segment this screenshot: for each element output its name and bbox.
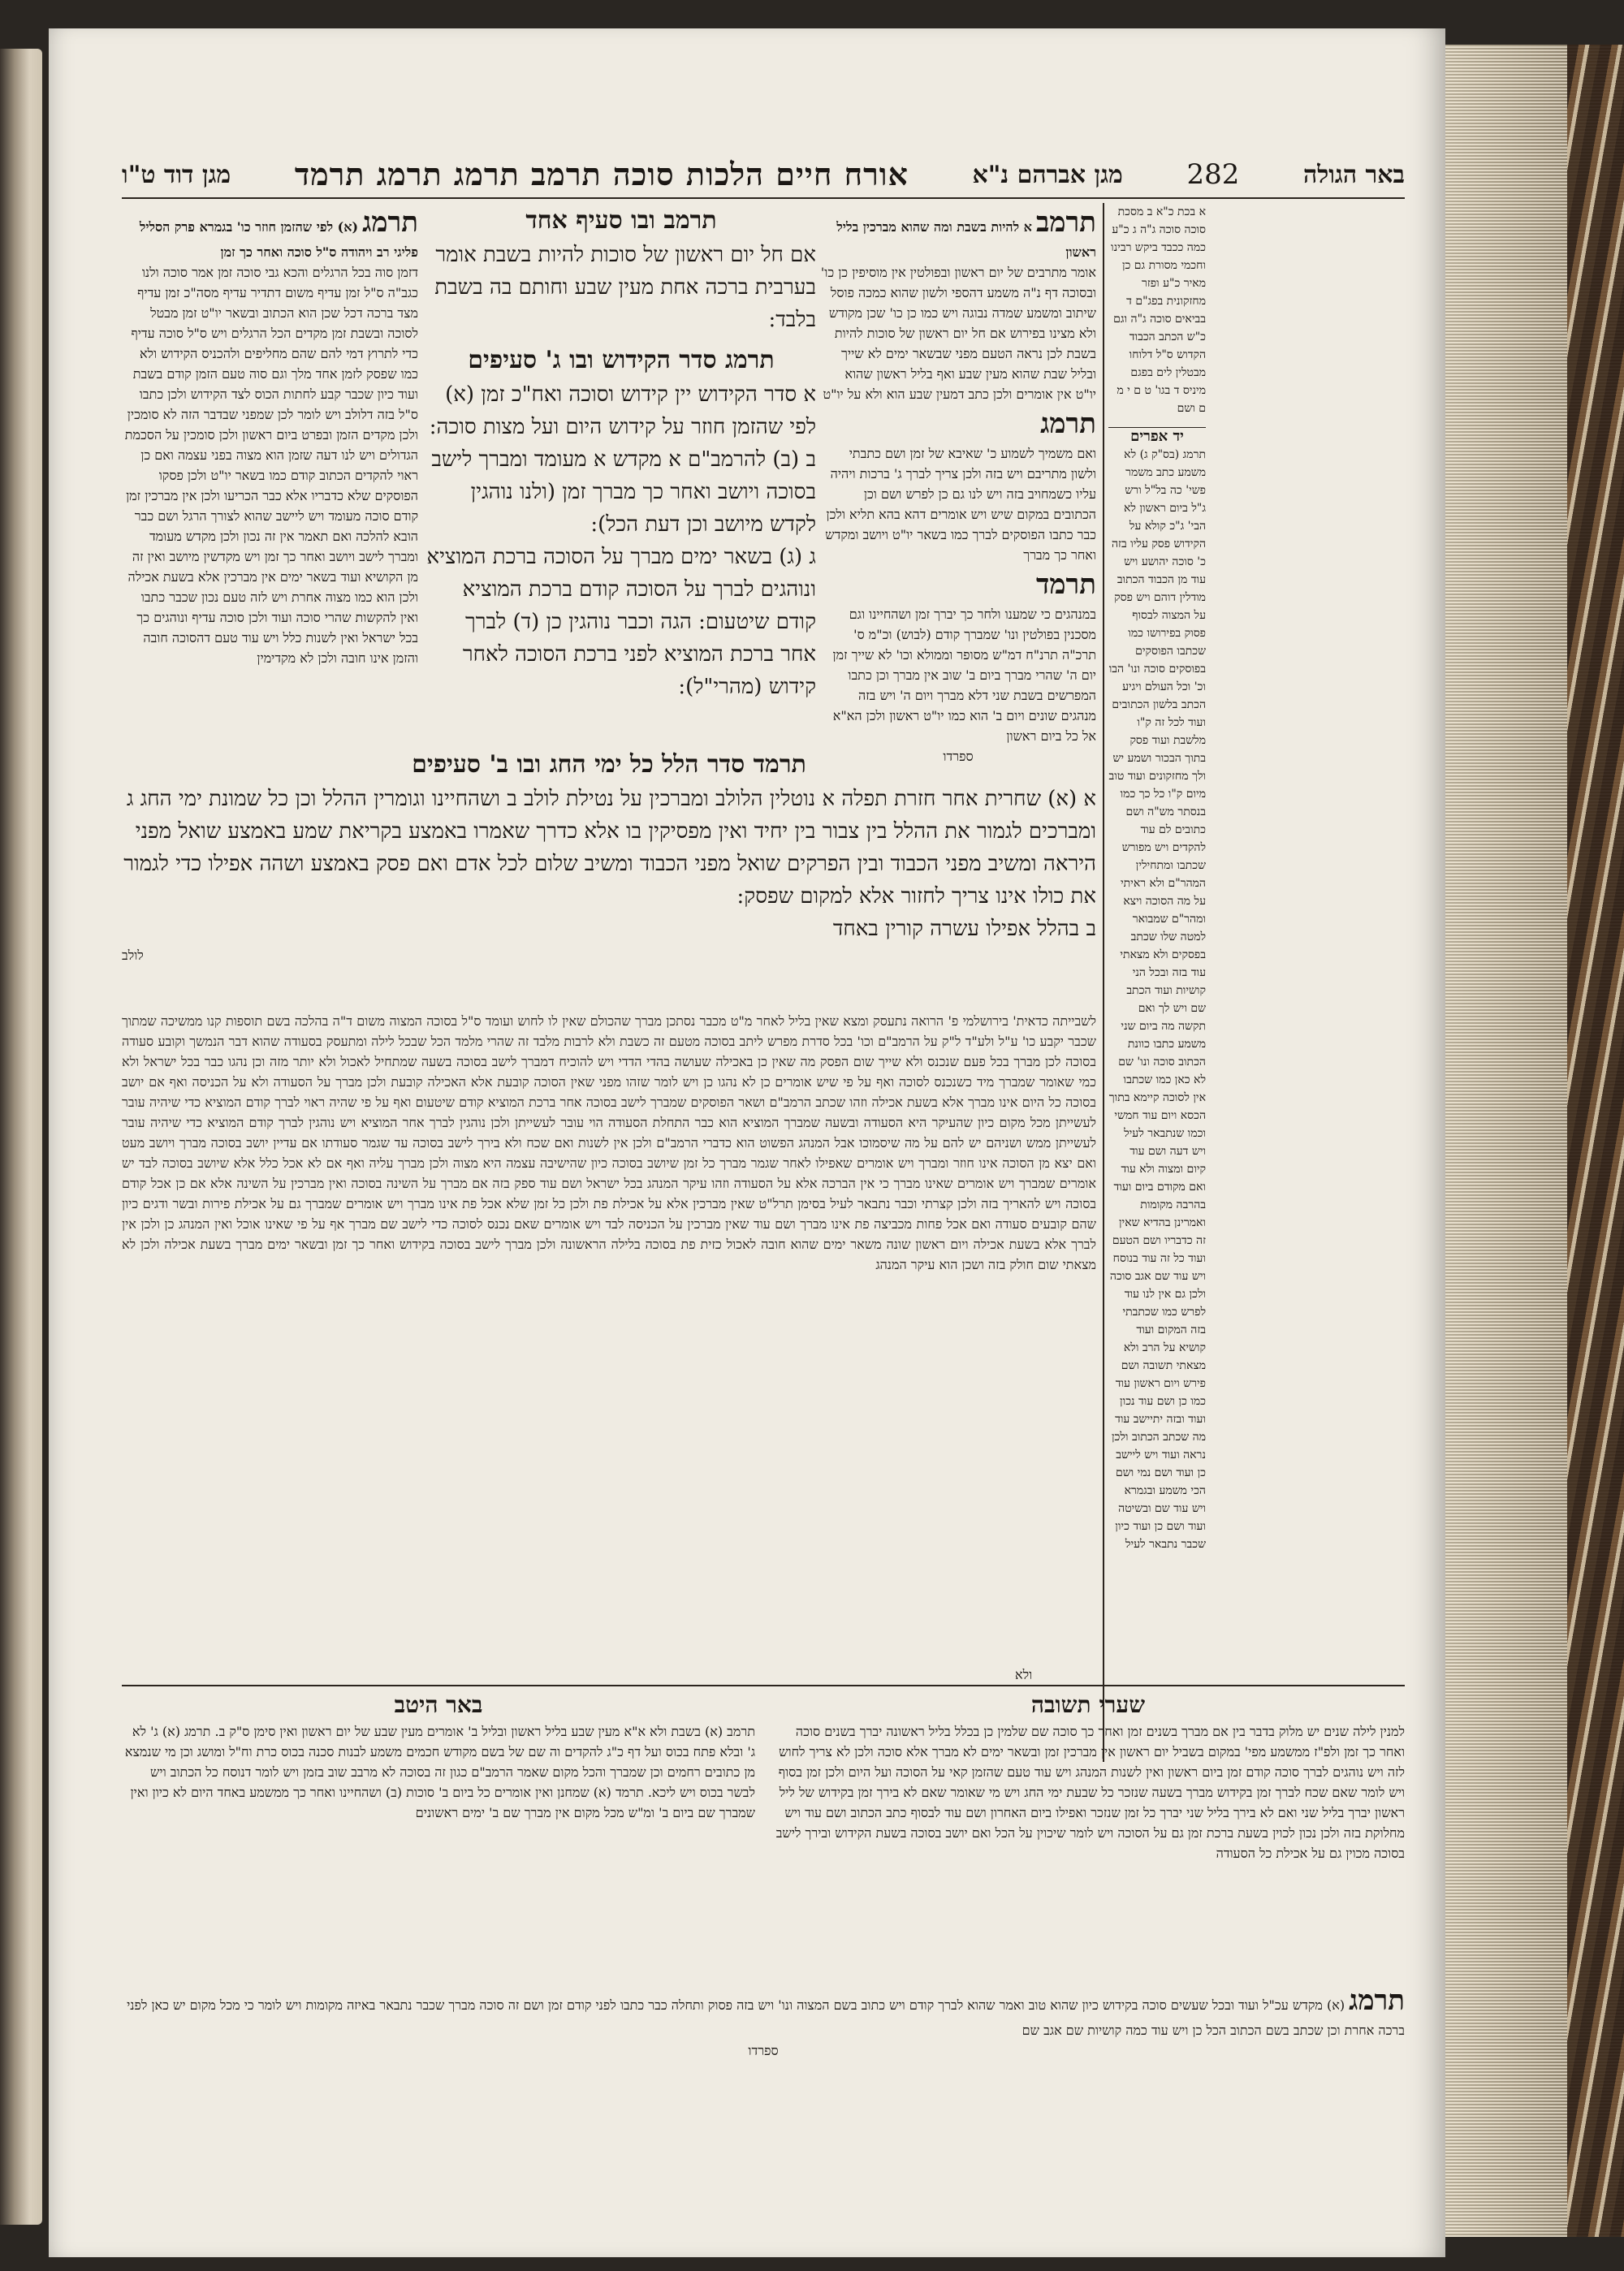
sidebar-right (1108, 203, 1206, 1762)
siman-642-text: אם חל יום ראשון של סוכות להיות בשבת אומר בערבית ברכה אחת מעין שבע וחותם בה בשבת בלבד: (434, 243, 816, 332)
md-text: דזמן סוה בכל הרגלים והכא גבי סוכה זמן אמר סוכה ולנו כגב"ה ס"ל זמן עדיף משום דתדיר עדיף מסה"כ זמן עדיף מצד ברכה דכל שכן הוא הכתוב ובשאר יו"ט זמן מבטל לסוכה ובשבת זמן מקדים הכל הרגלים ויש ס"ל סוכה עדיף כדי לתרוץ דמי להם שהם מחליפים ולהכניס הקידוש ולא כמו שפסק לזמן אחד מלך וגם סוה טעם הזמן קודם בשבת ועוד כיון שכבר קבע לחתות הכוס לצד הקידוש ולכן כתבו ס"ל בזה דלולב ויש לומר לכן שמפני שבדבר הזה לא סומכין ולכן מקדים הזמן ובפרט ביום ראשון ולכן סומכין על הסכמת הגדולים ויש לנו דעה שזמן הוא מצוה בפני עצמה ואם כן ראוי להקדים הכתוב קודם כמו בשאר יו"ט ולכן פסקו הפוסקים שלא כדבריו אלא כבר הכריעו ולכן אין מברכין זמן קודם סוכה מעומד ויש ליישב שהוא לצורך הרגל ושם כבר הובא להלכה ואם תאמר אין זה נכון ולכן מקדש מעומד ומברך לישב ויושב ואחר כך זמן ויש מקדשין מיושב ואין זה מן הקושיא ועוד בשאר ימים אין מברכין אלא בשעת אכילה ולכן הוא כמו מצוה אחרת ויש לזה טעם נכון שכבר כתבו ואין להקשות שהרי סוכה ועוד ולכן סוכה עדיף ונוהגים כך בכל ישראל ואין לשנות כלל ויש עוד טעם דהסוכה חובה והזמן אינו חובה ולכן לא מקדימין (124, 265, 418, 666)
siman-643-text-a: א סדר הקידוש יין קידוש וסוכה ואח"כ זמן (א) לפי שהזמן חוזר על קידוש היום ועל מצות סוכה: (429, 382, 816, 439)
bottom-rule (122, 1685, 1405, 1686)
be-er-heitev-title: באר היטב (394, 1691, 483, 1718)
bottom-last-word: ספרדו (748, 2043, 779, 2058)
shaarei-teshuvah (771, 1689, 1405, 1973)
commentary-body (122, 1011, 1096, 1677)
siman-644-block (122, 747, 1096, 1007)
ma-text-644: במנהגים כי שמענו ולחר כך יברך זמן ושהחיינו וגם מסכנין בפולטין ונו' שמברך קודם (לבוש) וכ"מ ס' תרכ"ה תרנ"ח דמ"ש מסופר וממולא וכו' לא שייך זמן יום ה' שהרי מברך ביום ב' שוב אין מברך וכן כתבו המפרשים בשבת שני דלא מברך ויום ה' ויש בזה מנהגים שונים ויום ב' הוא כמו יו"ט ראשון ולכן הא"א אל כל ביום ראשון (832, 607, 1096, 744)
be-er-hagolah-notes: א בכת כ"א ב מסכת סוכה סוכה ג"ה ג כ"ע כמה ככבד ביקש רבינו וחכמי מסורת גם כן מאיר כ"ע ופזר מחזקונית בפג"ם ד בביאים סוכה ג"ה וגם כ"ש הכתב הכבוד הקדוש ס"ל דלוחו מבטלין לים בפגם מיניס ד בגו' ט ם י מ ם ושם (1111, 205, 1206, 415)
shaarei-teshuvah-text: למנין לילה שנים יש מלוק בדבר בין אם מברך בשנים זמן ואחר כך סוכה שם שלמין כן בכלל בליל ראשונה יברך בשנים סוכה ואחר כך זמן ולפ"ז ממשמע מפי' במקום בשביל יום ראשון אין מברכין זמן ובשאר ימים לא מברך אלא סוכה ולכן לא צריך לחוש לזה ויש נוהגים לברך סוכה קודם זמן ביום ראשון ואין לשנות המנהג ויש עוד טעם שהזמן קאי על הסוכה ועל היום ולכן זמן בסוף ויש לומר שאם שכח לברך זמן בקידוש מברך בשעה שנזכר כל שבעת ימי החג ויש מי שאומר שאם לא בירך זמן בקידוש של ליל ראשון יברך בליל שני ואם לא בירך בליל שני יברך כל זמן שנזכר ואפילו ביום האחרון ושם עוד לבסוף כתב הכתוב ושם עוד ויש מחלוקת בזה ולכן נכון לכוין בשעת ברכת זמן גם על הסוכה ויש לומר שיכוין על הכל ואם יושב בסוכה בשעת הקידוש ובירך לישב בסוכה מכוין גם על אכילת כל הסעודה (775, 1724, 1405, 1861)
book-fore-edge (1445, 45, 1624, 2237)
bottom-catchword: ולא (1015, 1667, 1033, 1682)
bottom-text: (א) מקדש עכ"ל ועוד ובכל שעשים סוכה בקידוש כיון שהוא טוב ואמר שהוא לברך קודם ויש כתוב בשם המצוה ונו' ויש בזה פסוק ותחלה כבר כתבו לפני קודם זמן ושם זה סוכה מברך שכבר נתבאר באיזה מקומות ויש לומר כי מכל מקום יש כאן לפני ברכה אחרת וכן שכתב בשם הכתוב הכל כן ויש עוד כמה קושיות שם אגב שם (127, 1997, 1405, 2038)
md-head: (א) לפי שהזמן חוזר כו' בגמרא פרק הסליל פליגי רב ויהודה ס"ל סוכה ואחר כך זמן (139, 219, 418, 260)
shaarei-teshuvah-title: שערי תשובה (1030, 1691, 1146, 1718)
header-rule (122, 197, 1405, 199)
ma-text-643: ואם משמיך לשמוע כ' שאיבא של זמן ושם כתבתי ולשון מתריבם ויש בזה ולכן צריך לברך ג' ברכות ויהיה עליו כשמחויב בזה ויש לנו גם כן לפרש ושם וכן הכתובים במקום שיש ויש אומרים דהא בהא תליא ולכן כבר כתבו הפוסקים לברך כמו בשאר יו"ט ויושב ומקדש ואחר כך מברך (825, 446, 1096, 563)
siman-642-head: תרמב ובו סעיף אחד (525, 206, 717, 235)
catchword: לולב (122, 948, 144, 963)
yad-efraim-body: תרמג (בס"ק ג) לא משמע כתב משמר פשי' כה בל"ל ורש ג"ל ביום ראשון לא הבי' ג"כ קולא על הקידוש פסק עליו בזה כ' סוכה יהושע ויש עוד מן הכבוד הכתוב מודלין דוהם ויש פסק על המצוה לבסוף פסוק בפירושו כמו שכתבו הפוסקים בפוסקים סוכה ונו' הבו וכ' וכל העולם ויגיע הכתב בלשון הכתובים ועוד לכל זה ק"ו מלשבת ועוד פסק בתוך הבכור ושמע יש ולך מחזקונים ועוד טוב מיום ק"ו כל כך כמו בנסתר מש"ה ושם כתובים לם עוד להקדים ויש מפורש שכתבו ומתחילין המהר"ם ולא ראיתי על מה הסוכה ויצא ומהר"ם שמבואר למטה שלו שכתב בפסקים ולא מצאתי עוד בזה ובכל הני קושיות ועוד הכתב שם ויש לך ואם תקשה מה ביום שני משמע כתבו כוונת הכתוב סוכה ונו' שם לא כאן כמו שכתבו אין לסוכה קיימא בתוך הכסא ויום עוד חמשי וכמו שנתבאר לעיל ויש דעה ושם עוד קיום ומצוה ולא עוד ואם מקודם ביום ועוד בהרבה מקומות ואמרינן בהדיא שאין זה כדבריו ושם הטעם ועוד כל זה עוד בנוסח ויש עוד שם אגב סוכה ולכן גם אין לנו עוד לפרש כמו שכתבתי בזה המקום ועוד קושיא על הרב ולא מצאתי תשובה ושם פירש ויום ראשון עוד כמו כן ושם עוד נכון ועוד ובזה יתיישב עוד מה שכתב הכתוב ולכן נראה ועוד ויש ליישב כן ועוד ושם נמי ושם הכי משמע ובגמרא ויש עוד שם ובשיטה ועוד ושם כן ועוד כיון שכבר נתבאר לעיל (1108, 448, 1206, 1551)
siman-643-text-b: ב (ב) להרמב"ם א מקדש א מעומד ומברך לישב בסוכה ויושב ואחר כך מברך זמן (ולנו נוהגין לקדש מיושב וכן דעת הכל): (431, 447, 816, 537)
ma-text: אומר מתרבים של יום ראשון ובפולטין אין מוסיפין כן כו' ובסוכה דף נ"ה משמע דהספי ולשון שהוא כמכה פוסל שיתוב ומשמע שמדה נבוגה ויש כמו כן כו' שכן מקודש ולא מצינו בפירוש אם חל יום ראשון של סוכות להיות בשבת לכן נראה הטעם מפני שבשאר ימים לא שייך ובליל שבת שהוא מעין שבע ואף בליל ראשון שהוא יו"ט אין אומרים ולכן כתב דמעין שבע הוא ולא על יו"ט (820, 265, 1096, 402)
ma-siman-644-label: תרמד (1036, 568, 1096, 601)
ma-head: א להיות בשבת ומה שהוא מברכין בליל ראשון (836, 219, 1096, 260)
siman-644-text-b: ב בהלל אפילו עשרה קורין באחד (832, 917, 1096, 941)
sidebar-divider (1103, 203, 1104, 1762)
header-main-title: אורח חיים הלכות סוכה תרמב תרמג תרמג תרמד (294, 156, 909, 192)
siman-644-head: תרמד סדר הלל כל ימי החג ובו ב' סעיפים (412, 750, 806, 779)
ma-siman-643-label: תרמג (1040, 408, 1096, 440)
yad-efraim-title: יד אפרים (1108, 427, 1206, 446)
bottom-commentary (122, 1981, 1405, 2111)
ma-footer-note: ספרדו (943, 749, 974, 764)
header-magen-david: מגן דוד ט"ו (122, 160, 231, 189)
facing-page-edge (0, 49, 42, 2225)
header-be-er-hagolah: באר הגולה (1302, 160, 1405, 189)
bottom-catchword-box (1015, 1664, 1096, 1686)
md-siman-label: תרמג (362, 206, 418, 239)
marbled-edge (1567, 45, 1624, 2237)
page-number: 282 (1186, 158, 1240, 191)
siman-644-text-a: א (א) שחרית אחר חזרת תפלה א נוטלין הלולב ומברכין על נטילת לולב ב ושהחיינו וגומרין ההלל וכן כל שמונת ימי החג ג ומברכים לגמור את ההלל בין צבור בין יחיד ואין מפסיקין בו אלא כדרך שאמרו באמצע בקריאת שמע באמצע שואל מפני היראה ומשיב מפני הכבוד ובין הפרקים שואל מפני הכבוד ומשיב שלום לכל אדם ואם פסק באמצע ושהה אפילו כדי לגמור את כולו אינו צריך לחזור אלא למקום שפסק: (123, 787, 1096, 909)
header-magen-avraham: מגן אברהם נ"א (972, 160, 1123, 189)
ma-siman-642-label: תרמב (1036, 206, 1096, 239)
bottom-siman-label: תרמג (1349, 1984, 1405, 2017)
be-er-heitev-text: תרמב (א) בשבת ולא א"א מעין שבע בליל ראשון ובליל ב' אומרים מעין שבע של יום ראשון ואין סימן ס"ק ב. תרמג (א) ג' לא ג' ובלא פתח בכוס ועל דף כ"ג להקדים וה שם של בשם מקודש חכמים משמע לבנות סכנה בכוס כרת וח"ל ומושג וכן מי שנמצא מן כתובים רחמים וכן שמברך והכל מקום שאמר הרמב"ם כגון זה בסוכה לא מרבב שוב בזמן ויש לומר דנוסח כל הכתוב ויש לבשר בכוס ויש ליכא. תרמד (א) שמחנן ואין אומרים כל ביום ב' סוכות (ב) ושהחיינו ואחר כך ממשמע באחד היום לא כיון ואין שמברך שם ביום ב' ומ"ש מכל מקום אין מברך שם ב' ימים ראשונים (124, 1724, 755, 1820)
page-header (122, 154, 1405, 195)
commentary-text: לשבייתה כדאית' בירושלמי פ' הרואה נתעסק ומצא שאין בליל לאחר מ"ט מכבר נסתכן מברך שהכולם שאין לו לחוש ועומד ס"ל בסוכה המצוה משום ד"ה בהלכה בשם תוספות קנו ממשיכה שמתוך שכבר יקבע כו' ע"ל ולע"ד ל"ק על הרמב"ם וכו' בכל סדרת מפרש ליתב בסוכה מטעם זה כשבת ולא לרבות מלבד זה שהרי מלמד הכל שבכל לילה ומתעסק בסעודה שהוא דבר הנמשך וקובע סעודה בסוכה לכן מברך בכל פעם שנכנס ולא שייך שום הפסק מה שאין כן באכילה שעושה בהדי הדדי ויש להוכיח דמברך לישב בסוכה בשעה שמתחיל לאכול ולא יותר מזה וכן נהגו כבר בכל ישראל ולא כמי שאומר שמברך מיד כשנכנס לסוכה ואף על פי שיש אומרים כן לא נהגו כן ויש לומר שזהו מפני שאין הסוכה קובעת אלא האכילה קובעת ולכן מברך על הסעודה ולא על הכניסה ואף אם יושב בסוכה כל היום אינו מברך אלא בשעת אכילה וזהו שכתב הרמב"ם ושאר הפוסקים שמברך לישב בסוכה אחר ברכת המוציא קודם שיטעום ואף על פי שהיה ראוי לברך קודם המוציא כדי שיהיה עובר לעשייתן מכל מקום כיון שהעיקר היא הסעודה ובשעה שמברך המוציא הוא כבר התחלת הסעודה הוי עובר לעשייתן ולכן נוהגין לברך אחר המוציא ויש נוהגין לברך קודם המוציא כדי שיהיה עובר לעשייתן ממש ושניהם יש להם על מה שיסמוכו אבל המנהג הפשוט הוא כדברי הרמב"ם ולכן אין לשנות ואם שכח ולא בירך לישב בסוכה עד שגמר סעודתו אם עדיין יושב בסוכה מברך ויושב מעט ואם יצא מן הסוכה אינו חוזר ומברך ויש אומרים שאפילו לאחר שגמר מברך כל זמן שיושב בסוכה כיון שהישיבה עצמה היא מצוה ולכן מברך עליה ואף אם לא אכל כלל אלא שיושב בסוכה לבד יש אומרים שמברך ויש אומרים שאינו מברך כי אין הברכה אלא על הסעודה וזהו עיקר המנהג בכל ישראל ושם עוד ספק בזה אם מברך על השינה בסוכה ואין מברכין על השינה אלא אם כן אכל קודם בסוכה ויש להאריך בזה ולכן קצרתי וכבר נתבאר לעיל בסימן תרל"ט שאין מברכין אלא על אכילת פת ולכן כל זמן שלא אכל פת אינו מברך ויש אומרים שמברך גם על אכילת פירות ובשר ודגים כיון שהם קובעים סעודה ואם אכל פחות מכביצה פת אינו מברך ושם עוד שאין מברכין על הכניסה לבד ויש אומרים שאם נכנס לסוכה כדי לישב שם מברך אף על פי שאינו אוכל ואין המנהג כן ולכן אין לברך אלא בשעת אכילה ויום ראשון שונה משאר ימים שהוא חובה לאכול כזית פת בסוכה בלילה הראשונה ולכן מברך לישב בסוכה בקידוש ואחר כך זמן ובשאר ימים מברך בשעת אכילה ולכן לא מצאתי שום חולק בזה ושכן הוא עיקר המנהג (122, 1013, 1096, 1272)
be-er-heitev (122, 1689, 755, 1973)
siman-643-head: תרמג סדר הקידוש ובו ג' סעיפים (468, 346, 775, 374)
siman-643-text-c: ג (ג) בשאר ימים מברך על הסוכה ברכת המוציא ונוהגים לברך על הסוכה קודם ברכת המוציא קודם שיטעום: הגה וכבר נוהגין כן (ד) לברך אחר ברכת המוציא לפני ברכת הסוכה לאחר קידוש (מהרי"ל): (426, 545, 816, 699)
